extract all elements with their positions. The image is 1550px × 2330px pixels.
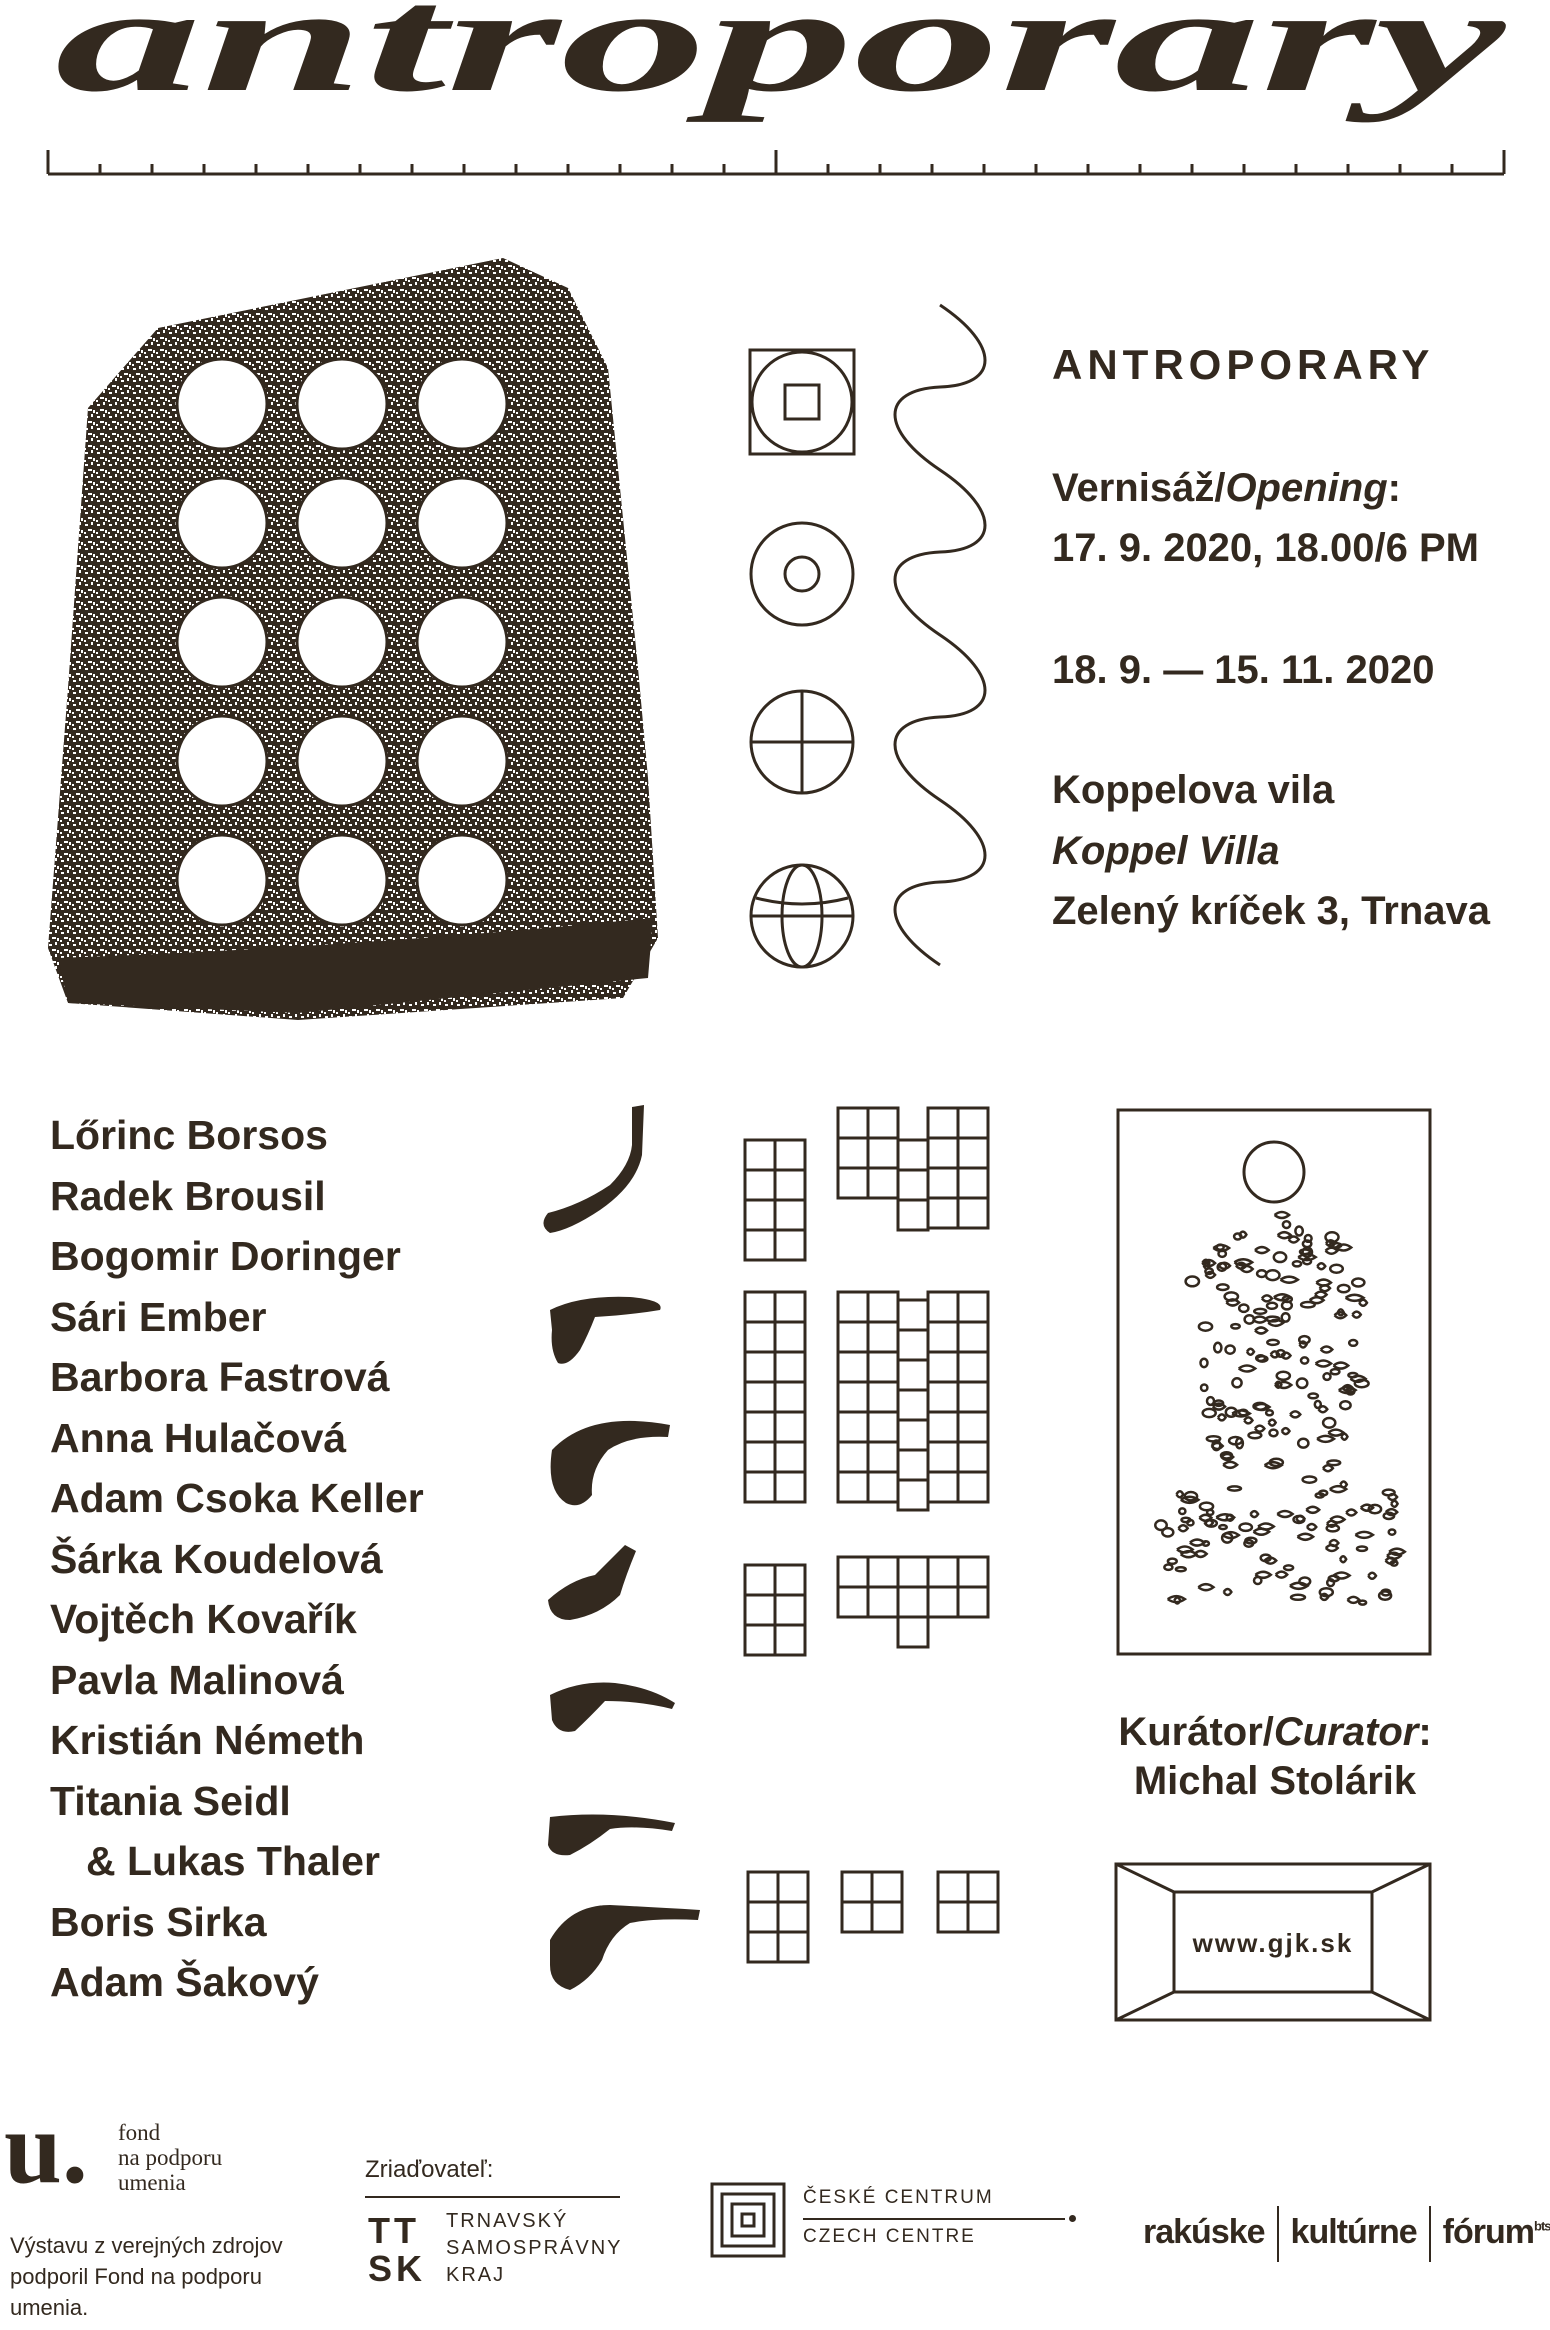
opening-label	[1052, 466, 1401, 510]
curator-block	[1095, 1708, 1455, 1806]
ttsk-logo-top: TT	[368, 2210, 420, 2251]
fond-logo: u.	[4, 2090, 88, 2205]
curator-label-en: Curator	[1273, 1710, 1419, 1754]
grid-glyphs	[740, 1105, 1010, 1995]
artist-name: Šárka Koudelová	[50, 1535, 383, 1582]
artist-name: Barbora Fastrová	[50, 1354, 390, 1400]
curator-colon: :	[1418, 1710, 1432, 1754]
ttsk-wordmark	[446, 2208, 622, 2289]
artist-name: Pavla Malinová	[50, 1656, 344, 1703]
title-lettering	[40, 0, 1520, 140]
akf-divider	[1277, 2206, 1279, 2262]
ttsk-line2: SAMOSPRÁVNY	[446, 2237, 623, 2259]
czech-centre-dot	[1069, 2215, 1076, 2222]
exhibition-dates: 18. 9. — 15. 11. 2020	[1052, 648, 1435, 692]
artist-name: & Lukas Thaler	[86, 1838, 380, 1884]
ttsk-line3: KRAJ	[446, 2264, 506, 2286]
website-frame[interactable]	[1114, 1862, 1432, 2022]
opening-colon: :	[1387, 466, 1401, 510]
wavy-line	[900, 305, 1000, 975]
crosshair-symbol-icon	[748, 688, 856, 796]
fond-line3: umenia	[118, 2170, 186, 2195]
austrian-cultural-forum-logo	[1143, 2206, 1550, 2262]
artist-name: Bogomir Doringer	[50, 1233, 401, 1279]
czech-centre-divider	[803, 2218, 1065, 2220]
artist-name: Lőrinc Borsos	[50, 1112, 328, 1158]
fond-wordmark	[118, 2120, 222, 2195]
artist-name: Titania Seidl	[50, 1777, 291, 1824]
artist-name: Vojtěch Kovařík	[50, 1596, 357, 1642]
ttsk-logo	[368, 2212, 426, 2288]
venue-name-en: Koppel Villa	[1052, 829, 1280, 873]
opening-label-en: Opening	[1225, 466, 1388, 510]
czech-centre-name-cz: ČESKÉ CENTRUM	[803, 2187, 994, 2208]
opening-label-sk: Vernisáž/	[1052, 466, 1226, 510]
ring-symbol-icon	[748, 520, 856, 628]
support-note: Výstavu z verejných zdrojov podporil Fond na podporu umenia.	[10, 2233, 283, 2320]
founder-label: Zriaďovateľ:	[365, 2156, 494, 2183]
fond-line1: fond	[118, 2120, 161, 2145]
artist-name: Adam Csoka Keller	[50, 1475, 424, 1521]
founder-divider	[365, 2196, 620, 2198]
brush-stroke-glyphs	[540, 1105, 710, 2005]
akf-word2: kultúrne	[1290, 2212, 1417, 2251]
artist-name: Adam Šakový	[50, 1959, 319, 2005]
artist-name: Boris Sirka	[50, 1898, 267, 1945]
artist-name: Radek Brousil	[50, 1172, 326, 1219]
globe-symbol-icon	[748, 862, 856, 970]
framed-figure-illustration	[1116, 1108, 1432, 1656]
ttsk-logo-bottom: SK	[368, 2248, 427, 2289]
opening-datetime: 17. 9. 2020, 18.00/6 PM	[1052, 526, 1479, 570]
curator-name: Michal Stolárik	[1133, 1759, 1417, 1803]
curator-label-sk: Kurátor/	[1118, 1710, 1274, 1754]
fond-line2: na podporu	[118, 2145, 223, 2170]
artist-name: Kristián Németh	[50, 1717, 365, 1763]
akf-word3: fórum	[1442, 2212, 1534, 2251]
artist-name: Sári Ember	[50, 1293, 267, 1340]
akf-word1: rakúske	[1143, 2212, 1265, 2251]
square-symbol-icon	[748, 348, 856, 456]
ttsk-line1: TRNAVSKÝ	[446, 2210, 569, 2232]
czech-centre-name-en: CZECH CENTRE	[803, 2226, 976, 2247]
artist-name: Anna Hulačová	[50, 1414, 347, 1461]
venue-address: Zelený kríček 3, Trnava	[1052, 889, 1491, 933]
akf-divider	[1429, 2206, 1431, 2262]
artist-list	[50, 1105, 424, 2013]
title-text: antroporary	[55, 0, 1508, 123]
ruler-line	[48, 150, 1504, 180]
website-link[interactable]: www.gjk.sk	[1192, 1928, 1354, 1958]
akf-sup: bts	[1534, 2218, 1550, 2234]
czech-centre-logo-icon	[710, 2182, 790, 2258]
curator-label	[1095, 1708, 1455, 1757]
venue-name-sk: Koppelova vila	[1052, 768, 1335, 812]
stone-holes-illustration	[48, 258, 658, 1020]
exhibition-name: ANTROPORARY	[1052, 341, 1435, 388]
